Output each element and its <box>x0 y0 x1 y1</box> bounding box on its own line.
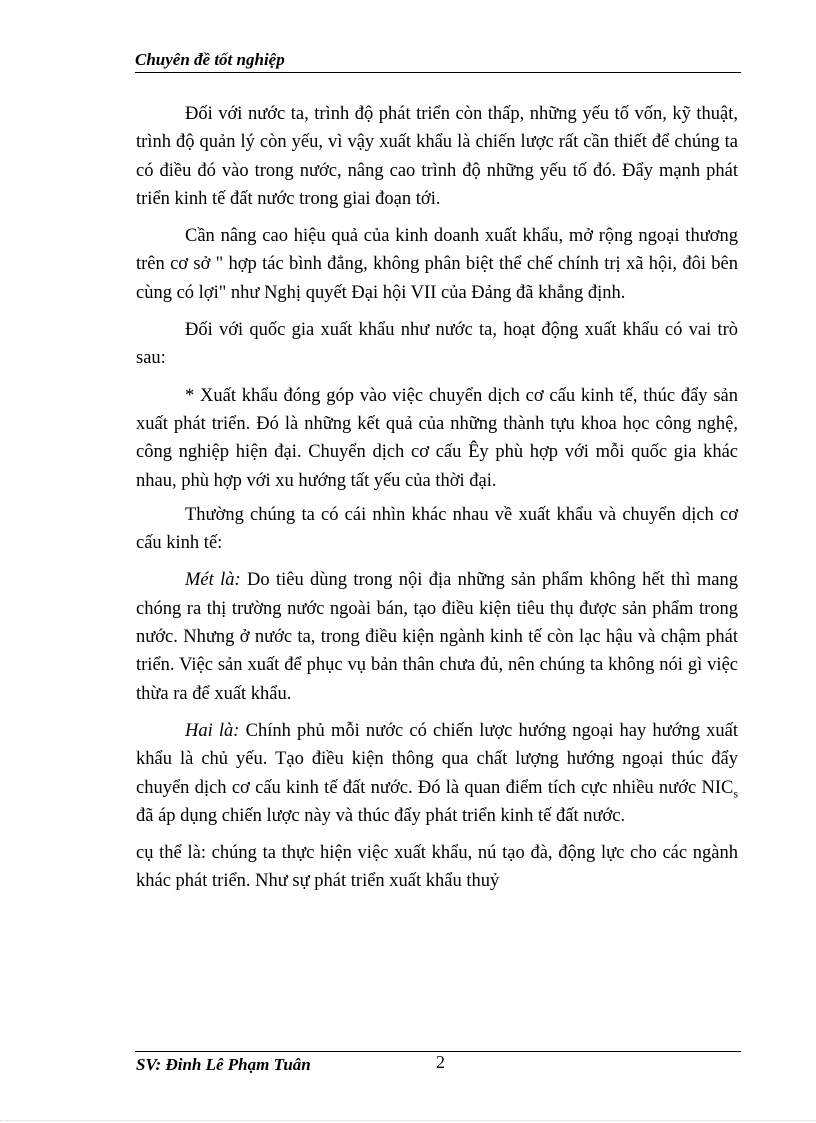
page-body <box>136 100 738 905</box>
paragraph-6-text: Do tiêu dùng trong nội địa những sản phẩm không hết thì mang chóng ra thị trường nước ngoài bán, tạo điều kiện tiêu thụ được sản phẩm trong nước. Nhưng ở nước ta, trong điều kiện ngành kinh tế còn lạc hậu và chậm phát triển. Việc sản xuất để phục vụ bản thân chưa đủ, nên chúng ta không nói gì việc thừa ra để xuất khẩu. <box>136 570 738 704</box>
paragraph-5: Thường chúng ta có cái nhìn khác nhau về xuất khẩu và chuyển dịch cơ cấu kinh tế: <box>136 504 738 554</box>
paragraph-2: Cần nâng cao hiệu quả của kinh doanh xuất khẩu, mở rộng ngoại thương trên cơ sở " hợp tác bình đẳng, không phân biệt thể chế chính trị xã hội, đôi bên cùng có lợi" như Nghị quyết Đại hội VII của Đảng đã khẳng định. <box>136 226 738 303</box>
paragraph-7 <box>136 717 738 830</box>
document-title: Chuyên đề tốt nghiệp <box>135 50 285 69</box>
paragraph-7-text-a: Chính phủ mỗi nước có chiến lược hướng ngoại hay hướng xuất khẩu là chủ yếu. Tạo điều kiện thông qua chất lượng hướng ngoại thúc đẩy chuyển dịch cơ cấu kinh tế đất nước. Đó là quan điểm tích cực nhiều nước NIC <box>136 720 739 798</box>
paragraph-3: Đối với quốc gia xuất khẩu như nước ta, hoạt động xuất khẩu có vai trò sau: <box>136 320 738 369</box>
paragraph-1: Đối với nước ta, trình độ phát triển còn thấp, những yếu tố vốn, kỹ thuật, trình độ quản lý còn yếu, vì vậy xuất khẩu là chiến lược rất cần thiết để chúng ta có điều đó vào trong nước, nâng cao trình độ những yếu tố đó. Đẩy mạnh phát triển kinh tế đất nước trong giai đoạn tới. <box>136 104 738 209</box>
footer-author: SV: Đinh Lê Phạm Tuân <box>136 1055 311 1074</box>
paragraph-4: * Xuất khẩu đóng góp vào việc chuyển dịch cơ cấu kinh tế, thúc đẩy sản xuất phát triển. Đó là những kết quả của những thành tựu khoa học công nghệ, công nghiệp hiện đại. Chuyển dịch cơ cấu Êy phù hợp với mỗi quốc gia khác nhau, phù hợp với xu hướng tất yếu của thời đại. <box>136 385 738 491</box>
paragraph-7-subscript: s <box>733 786 738 801</box>
paragraph-7-lead: Hai là: <box>185 720 240 741</box>
paragraph-7-text-b: đã áp dụng chiến lược này và thúc đẩy phát triển kinh tế đất nước. <box>136 805 626 826</box>
page-edge-divider <box>0 1120 816 1121</box>
paragraph-6 <box>136 566 738 707</box>
paragraph-8: cụ thể là: chúng ta thực hiện việc xuất khẩu, nú tạo đà, động lực cho các ngành khác phát triển. Như sự phát triển xuất khẩu thuỷ <box>136 843 738 892</box>
paragraph-6-lead: Mét là: <box>185 570 241 591</box>
page-header <box>135 50 741 73</box>
page-number: 2 <box>436 1052 445 1072</box>
